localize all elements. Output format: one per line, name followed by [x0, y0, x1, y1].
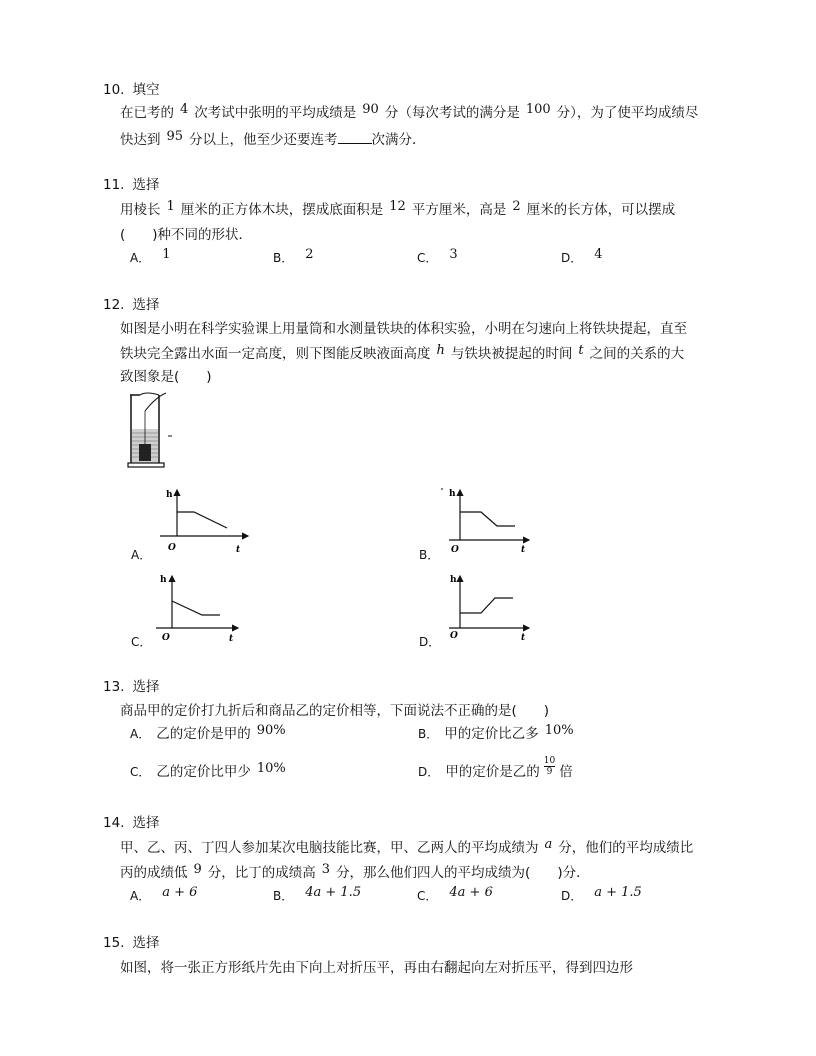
graph-a: [150, 484, 260, 556]
graph-d: [437, 570, 537, 642]
svg-text:t: t: [229, 634, 234, 642]
graph-c: [150, 570, 250, 642]
question-header: [103, 175, 743, 195]
question-text-line: ( )种不同的形状．: [120, 227, 253, 243]
question-header: [103, 80, 743, 100]
question-number: 12.: [103, 297, 125, 313]
option-a[interactable]: A．: [131, 548, 152, 562]
answer-blank[interactable]: [338, 129, 372, 144]
question-11: [103, 175, 743, 265]
graph-b: [437, 484, 537, 556]
svg-text:h: h: [449, 489, 456, 499]
option-b[interactable]: B． 2: [273, 247, 314, 265]
option-b[interactable]: B． 4a + 1.5: [273, 885, 362, 903]
question-type: 选择: [132, 935, 160, 951]
question-number: 14.: [103, 815, 125, 831]
question-header: [103, 677, 743, 697]
option-c[interactable]: C． 4a + 6: [417, 885, 493, 903]
svg-text:O: O: [451, 545, 459, 555]
option-b[interactable]: B．: [419, 548, 440, 562]
question-text-line: 甲、乙、丙、丁四人参加某次电脑技能比赛，甲、乙两人的平均成绩为 a 分，他们的平均成绩比: [120, 837, 694, 856]
option-d[interactable]: D．: [419, 635, 441, 649]
question-text-line: 快达到 95 分以上，他至少还要连考 次满分．: [120, 129, 426, 148]
option-c[interactable]: C． 3: [417, 247, 458, 265]
question-text-line: 致图象是( ): [120, 369, 212, 385]
question-text-line: 丙的成绩低 9 分，比丁的成绩高 3 分，那么他们四人的平均成绩为( )分．: [120, 862, 590, 881]
question-text-line: 铁块完全露出水面一定高度，则下图能反映液面高度 h 与铁块被提起的时间 t 之间的关系的大: [120, 343, 685, 362]
option-a[interactable]: A． a + 6: [130, 885, 198, 903]
question-text-line: 用棱长 1 厘米的正方体木块，摆成底面积是 12 平方厘米，高是 2 厘米的长方体，可以摆成: [120, 199, 676, 218]
question-number: 10.: [103, 82, 125, 98]
question-13: [103, 677, 743, 780]
option-d[interactable]: D． 4: [561, 247, 603, 265]
option-a[interactable]: A． 乙的定价是甲的 90%: [130, 723, 286, 742]
question-header: [103, 295, 743, 315]
question-type: 选择: [132, 297, 160, 313]
svg-text:h: h: [450, 575, 457, 585]
question-text-line: 如图，将一张正方形纸片先由下向上对折压平，再由右翻起向左对折压平，得到四边形: [120, 960, 633, 976]
option-d[interactable]: D． a + 1.5: [561, 885, 642, 903]
svg-text:h: h: [166, 490, 173, 500]
option-c[interactable]: C．: [131, 635, 152, 649]
question-type: 选择: [132, 177, 160, 193]
question-15: [103, 933, 743, 976]
svg-text:h: h: [160, 575, 167, 585]
svg-text:t: t: [236, 545, 241, 555]
svg-text:t: t: [521, 633, 526, 642]
question-number: 15.: [103, 935, 125, 951]
question-type: 选择: [132, 815, 160, 831]
question-type: 填空: [132, 82, 160, 98]
svg-text:O: O: [162, 633, 170, 642]
question-number: 13.: [103, 679, 125, 695]
option-b[interactable]: B． 甲的定价比乙多 10%: [418, 723, 574, 742]
fraction: $\frac{10}{9}$: [543, 755, 556, 777]
question-12: [103, 295, 743, 385]
option-d[interactable]: D． 甲的定价是乙的 $\frac{10}{9}$ 倍: [418, 755, 573, 780]
svg-text:O: O: [168, 543, 176, 553]
graduated-cylinder-figure: [126, 391, 186, 471]
option-c[interactable]: C． 乙的定价比甲少 10%: [130, 761, 286, 780]
question-number: 11.: [103, 177, 125, 193]
question-text-line: 如图是小明在科学实验课上用量筒和水测量铁块的体积实验，小明在匀速向上将铁块提起，直至: [120, 321, 687, 337]
question-text-line: 商品甲的定价打九折后和商品乙的定价相等，下面说法不正确的是( ): [120, 703, 550, 719]
question-text-line: 在已考的 4 次考试中张明的平均成绩是 90 分（每次考试的满分是 100 分），为了使平均成绩尽: [120, 102, 699, 121]
question-10: [103, 80, 743, 148]
question-14: [103, 813, 743, 903]
option-a[interactable]: A． 1: [130, 247, 171, 265]
svg-text:t: t: [521, 545, 526, 555]
question-type: 选择: [132, 679, 160, 695]
question-header: [103, 813, 743, 833]
question-header: [103, 933, 743, 953]
svg-text:O: O: [450, 631, 458, 641]
